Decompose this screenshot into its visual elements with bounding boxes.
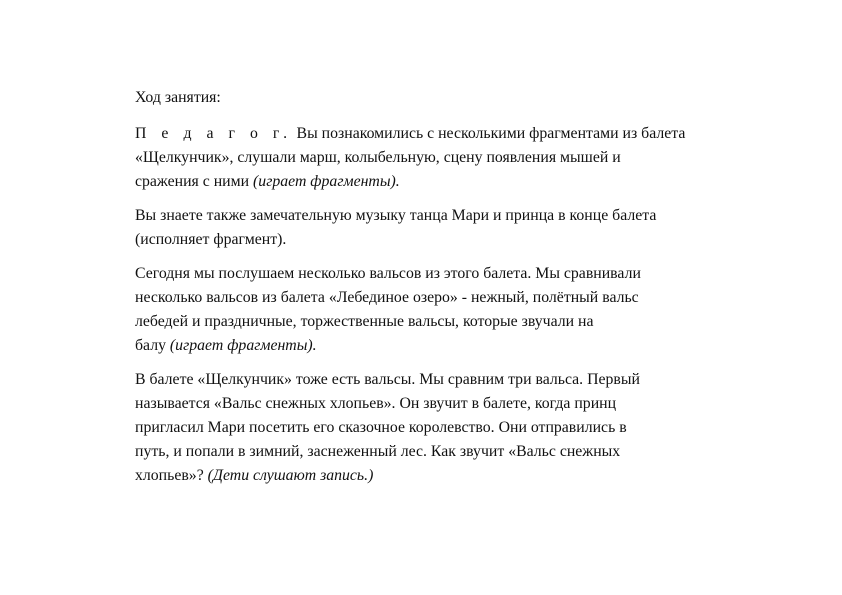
lesson-heading (135, 86, 735, 110)
paragraph-line: В балете «Щелкунчик» тоже есть вальсы. Мы сравним три вальса. Первый (135, 371, 640, 388)
paragraph-text: балу (135, 337, 170, 354)
paragraph-snowflake-waltz (135, 368, 735, 488)
stage-direction: (играет фрагменты). (169, 337, 317, 354)
paragraph-line: называется «Вальс снежных хлопьев». Он звучит в балете, когда принц (135, 395, 617, 412)
stage-direction: (играет фрагменты). (253, 173, 400, 190)
paragraph-line: путь, и попали в зимний, заснеженный лес. Как звучит «Вальс снежных (135, 443, 621, 460)
paragraph-line: «Щелкунчик», слушали марш, колыбельную, сцену появления мышей и (135, 149, 621, 166)
paragraph-line (135, 170, 735, 194)
paragraph-waltzes-intro (135, 262, 735, 358)
stage-direction: (Дети слушают запись.) (207, 467, 374, 484)
paragraph-line: (исполняет фрагмент). (135, 231, 287, 248)
paragraph-line: пригласил Мари посетить его сказочное королевство. Они отправились в (135, 419, 627, 436)
paragraph-line: Сегодня мы послушаем несколько вальсов из этого балета. Мы сравнивали (135, 265, 641, 282)
paragraph-line (135, 334, 735, 358)
lesson-heading-text: Ход занятия: (135, 89, 221, 106)
paragraph-teacher-intro (135, 122, 735, 194)
paragraph-line: Вы знаете также замечательную музыку танца Мари и принца в конце балета (135, 207, 657, 224)
paragraph-line: лебедей и праздничные, торжественные вальсы, которые звучали на (135, 313, 594, 330)
paragraph-mari-dance (135, 204, 735, 252)
paragraph-text: хлопьев»? (135, 467, 208, 484)
paragraph-line: несколько вальсов из балета «Лебединое озеро» - нежный, полётный вальс (135, 289, 639, 306)
paragraph-text: сражения с ними (135, 173, 254, 190)
paragraph-line (135, 464, 735, 488)
paragraph-text: Вы познакомились с несколькими фрагментами из балета (292, 125, 686, 142)
document-body (135, 86, 735, 498)
speaker-label: П е д а г о г. (135, 125, 293, 142)
paragraph-line (135, 122, 735, 146)
